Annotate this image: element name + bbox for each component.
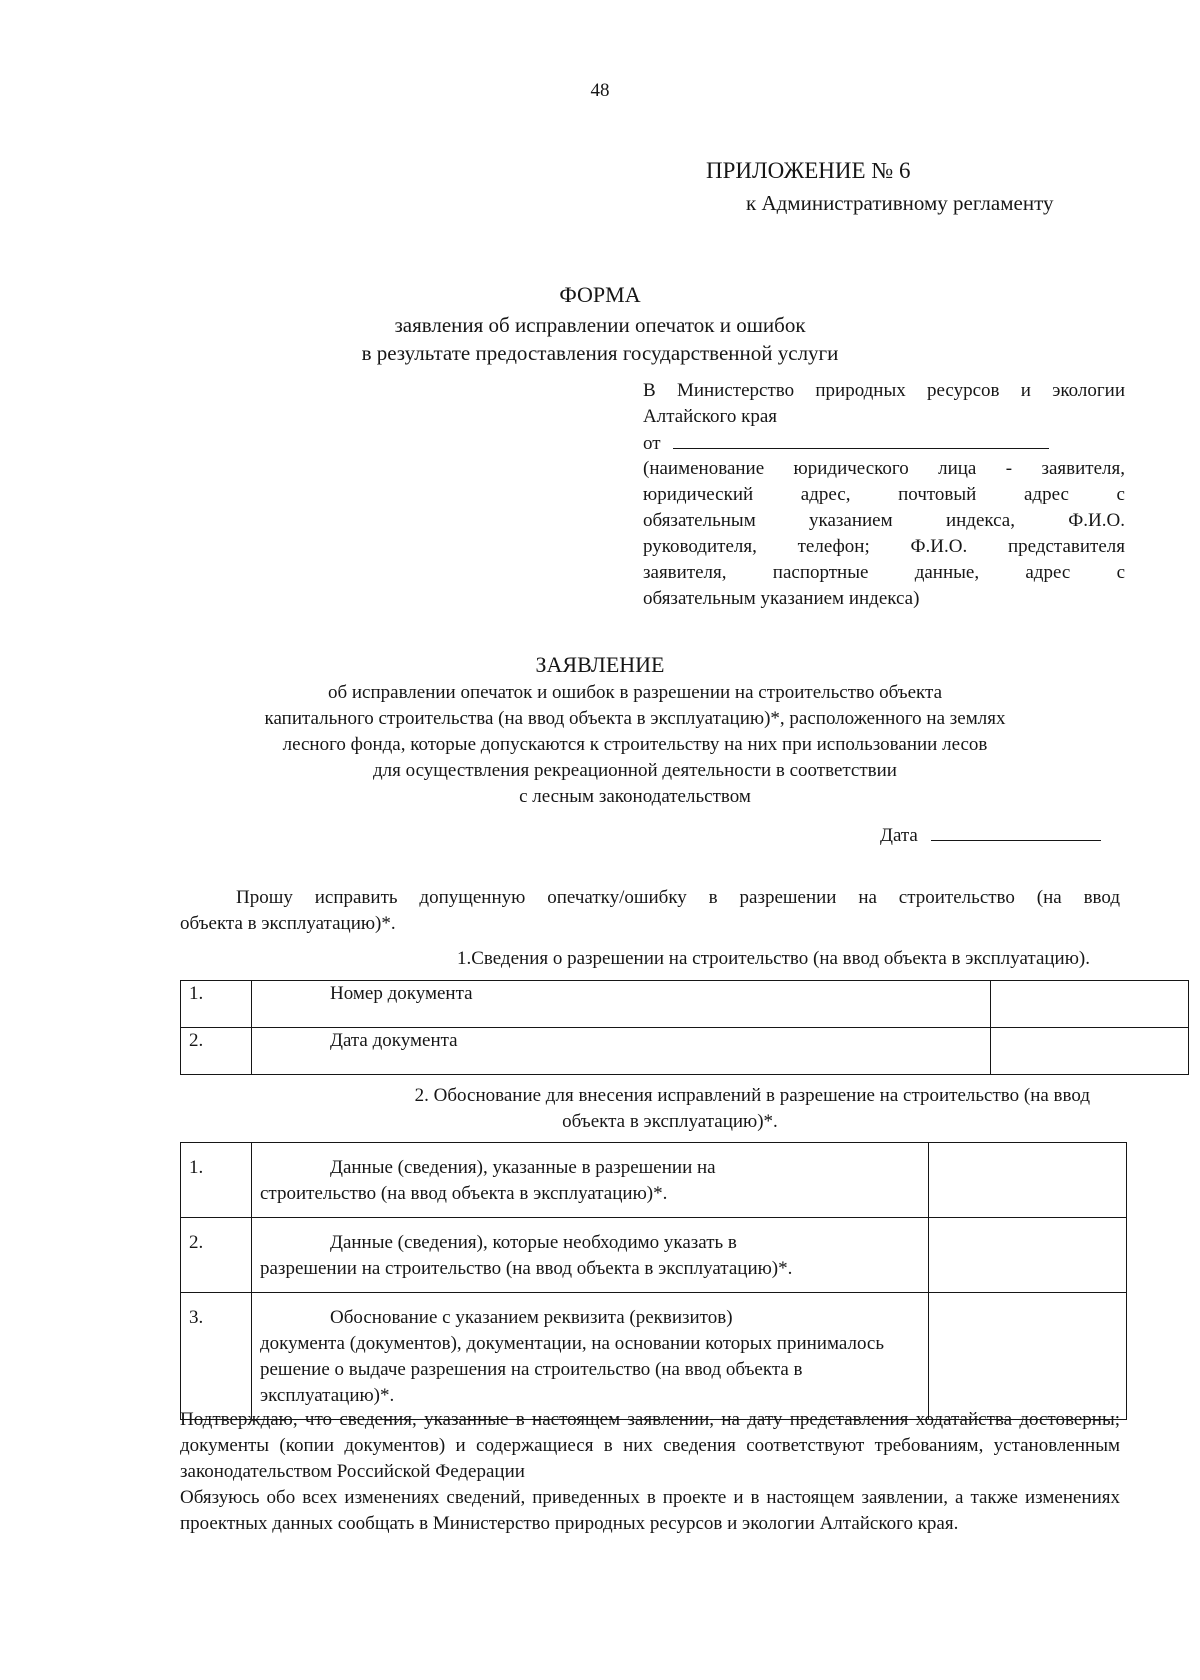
table-row (181, 1143, 1127, 1218)
statement-line: с лесным законодательством (519, 786, 751, 807)
row-number: 2. (181, 1028, 252, 1075)
form-subtitle-line-1: заявления об исправлении опечаток и ошибок (394, 313, 806, 337)
statement-line: лесного фонда, которые допускаются к строительству на них при использовании лесов (282, 734, 988, 755)
statement-title: ЗАЯВЛЕНИЕ (535, 652, 665, 677)
row-label-first-line: Обоснование с указанием реквизита (реквизитов) (330, 1307, 733, 1328)
section-2-heading-line-1: 2. Обоснование для внесения исправлений в разрешение на строительство (на ввод (414, 1085, 1090, 1106)
section-2-heading-line-2: объекта в эксплуатацию)*. (562, 1111, 778, 1132)
date-field (880, 822, 1101, 849)
correction-grounds-table (180, 1142, 1127, 1420)
addressee-hint-line: обязательным указанием индекса, Ф.И.О. (643, 510, 1125, 531)
table-row (181, 1028, 1189, 1075)
confirmation-block (180, 1407, 1120, 1537)
row-label (252, 1143, 929, 1218)
confirmation-paragraph: Подтверждаю, что сведения, указанные в настоящем заявлении, на дату представления ходатайства достоверны; документы (копии документов) и содержащиеся в них сведения соответствуют требованиям, установленным законодательством Российской Федерации (180, 1409, 1120, 1482)
section-1-heading: 1.Сведения о разрешении на строительство (на ввод объекта в эксплуатацию). (456, 948, 1090, 969)
row-label: Номер документа (252, 981, 991, 1028)
table-row (181, 1218, 1127, 1293)
statement-line: капитального строительства (на ввод объекта в эксплуатацию)*, расположенного на землях (264, 708, 1006, 729)
row-label-first-line: Данные (сведения), которые необходимо указать в (330, 1232, 737, 1253)
addressee-hint-line: (наименование юридического лица - заявителя, (643, 458, 1125, 479)
table-row (181, 981, 1189, 1028)
addressee-line-1: В Министерство природных ресурсов и экологии (643, 380, 1125, 401)
from-label: от (643, 433, 661, 454)
row-label: Дата документа (252, 1028, 991, 1075)
addressee-hint-line: юридический адрес, почтовый адрес с (643, 484, 1125, 505)
appendix-title: ПРИЛОЖЕНИЕ № 6 (706, 158, 911, 183)
statement-line: об исправлении опечаток и ошибок в разрешении на строительство объекта (327, 682, 943, 703)
from-blank-line (673, 430, 1049, 449)
document-date-cell[interactable] (991, 1028, 1189, 1075)
row-label-rest: документа (документов), документации, на основании которых принималось решение о выдаче разрешения на строительство (на ввод объекта в эксплуатацию)*. (260, 1333, 885, 1406)
row-label (252, 1293, 929, 1420)
from-line (643, 430, 1125, 456)
form-title: ФОРМА (559, 282, 641, 307)
addressee-hint-line: заявителя, паспортные данные, адрес с (643, 562, 1125, 583)
statement-line: для осуществления рекреационной деятельности в соответствии (373, 760, 897, 781)
row-number: 3. (181, 1293, 252, 1420)
obligation-paragraph: Обязуюсь обо всех изменениях сведений, приведенных в проекте и в настоящем заявлении, а также изменениях проектных данных сообщать в Министерство природных ресурсов и экологии Алтайского края. (180, 1487, 1120, 1534)
row-number: 1. (181, 1143, 252, 1218)
row-label-rest: строительство (на ввод объекта в эксплуатацию)*. (260, 1183, 668, 1204)
indicated-data-cell[interactable] (929, 1143, 1127, 1218)
date-blank-line (931, 822, 1101, 841)
form-subtitle-line-2: в результате предоставления государственной услуги (361, 341, 839, 365)
page-number: 48 (590, 80, 610, 101)
addressee-hint-line: обязательным указанием индекса) (643, 588, 920, 609)
justification-cell[interactable] (929, 1293, 1127, 1420)
document-number-cell[interactable] (991, 981, 1189, 1028)
date-label: Дата (880, 825, 918, 846)
required-data-cell[interactable] (929, 1218, 1127, 1293)
statement-subject (180, 680, 1090, 810)
addressee-line-2: Алтайского края (643, 406, 778, 427)
request-paragraph (180, 885, 1120, 937)
table-row (181, 1293, 1127, 1420)
addressee-block (643, 378, 1125, 612)
addressee-hint-line: руководителя, телефон; Ф.И.О. представителя (643, 536, 1125, 557)
row-label-first-line: Данные (сведения), указанные в разрешении на (330, 1157, 716, 1178)
appendix-subtitle: к Административному регламенту (746, 191, 1054, 215)
row-number: 2. (181, 1218, 252, 1293)
request-line-2: объекта в эксплуатацию)*. (180, 913, 396, 934)
row-label-rest: разрешении на строительство (на ввод объекта в эксплуатацию)*. (260, 1258, 793, 1279)
row-label (252, 1218, 929, 1293)
request-line-1: Прошу исправить допущенную опечатку/ошибку в разрешении на строительство (на ввод (236, 887, 1120, 908)
permit-info-table (180, 980, 1189, 1075)
row-number: 1. (181, 981, 252, 1028)
